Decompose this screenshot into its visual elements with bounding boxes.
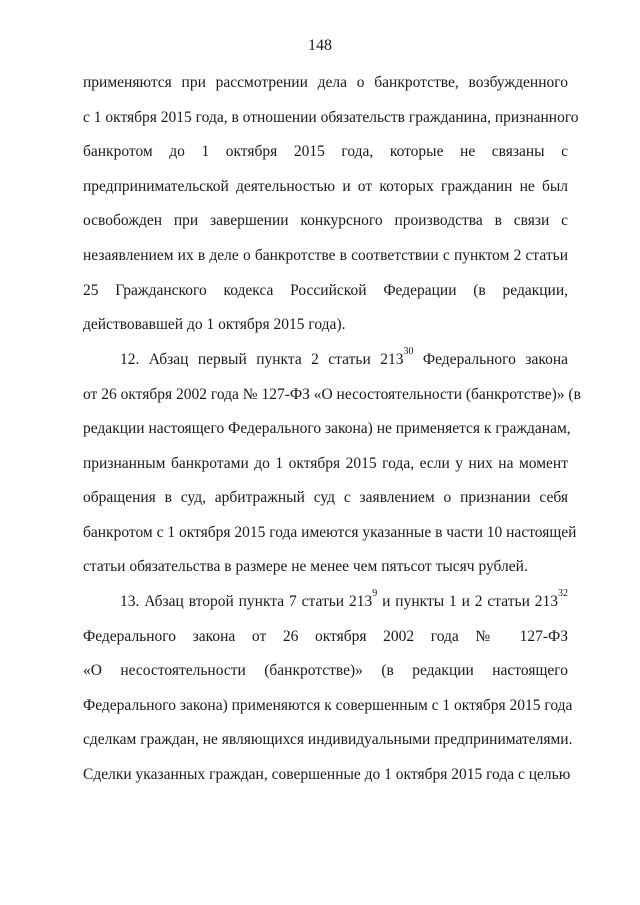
text-line: «О несостоятельности (банкротстве)» (в редакции настоящего (83, 662, 568, 679)
text-segment: 12. Абзац первый пункта 2 статьи 213 (120, 351, 404, 368)
text-segment: и пункты 1 и 2 статьи 213 (377, 593, 559, 610)
superscript: 32 (558, 588, 569, 599)
text-line: обращения в суд, арбитражный суд с заявлением о признании себя (83, 489, 568, 506)
paragraph-13-first-line (120, 588, 569, 612)
text-line: действовавшей до 1 октября 2015 года). (83, 316, 346, 333)
paragraph-12-first-line (120, 346, 568, 370)
text-line: незаявлением их в деле о банкротстве в соответствии с пунктом 2 статьи (83, 247, 568, 264)
text-line: от 26 октября 2002 года № 127-ФЗ «О несостоятельности (банкротстве)» (в (83, 386, 581, 403)
text-line: предпринимательской деятельностью и от которых гражданин не был (83, 178, 568, 195)
text-line: применяются при рассмотрении дела о банкротстве, возбужденного (83, 74, 568, 91)
superscript: 30 (403, 346, 414, 357)
text-line: статьи обязательства в размере не менее чем пятьсот тысяч рублей. (83, 558, 528, 575)
text-line: банкротом до 1 октября 2015 года, которые не связаны с (83, 143, 568, 160)
text-line: редакции настоящего Федерального закона) не применяется к гражданам, (83, 420, 571, 437)
text-line: Федерального закона от 26 октября 2002 года № 127-ФЗ (83, 628, 568, 645)
text-segment: Федерального закона (413, 351, 568, 368)
text-line: Федерального закона) применяются к совершенным с 1 октября 2015 года (83, 697, 573, 714)
text-line: банкротом с 1 октября 2015 года имеются указанные в части 10 настоящей (83, 524, 577, 541)
text-line: сделкам граждан, не являющихся индивидуальными предпринимателями. (83, 731, 573, 748)
text-line: Сделки указанных граждан, совершенные до 1 октября 2015 года с целью (83, 766, 571, 783)
text-line: с 1 октября 2015 года, в отношении обязательств гражданина, признанного (83, 109, 579, 126)
superscript: 9 (372, 588, 378, 599)
text-line: признанным банкротами до 1 октября 2015 года, если у них на момент (83, 455, 568, 472)
text-line: 25 Гражданского кодекса Российской Федерации (в редакции, (83, 282, 568, 299)
text-line: освобожден при завершении конкурсного производства в связи с (83, 212, 568, 229)
text-segment: 13. Абзац второй пункта 7 статьи 213 (120, 593, 373, 610)
page-number: 148 (308, 37, 332, 54)
